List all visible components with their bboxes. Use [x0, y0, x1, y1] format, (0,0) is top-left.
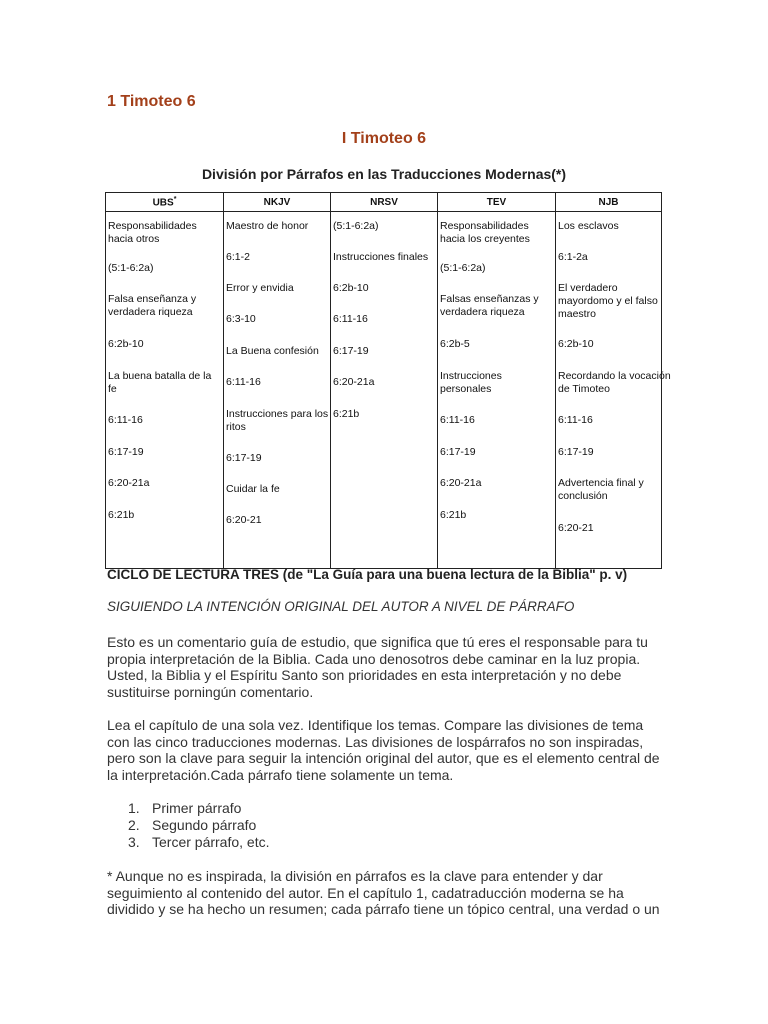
table-cell: 6:1-2 — [226, 251, 250, 263]
table-cell: 6:17-19 — [333, 345, 369, 357]
table-cell: 6:2b-10 — [558, 338, 594, 350]
table-cell: 6:21b — [333, 408, 360, 420]
table-cell: 6:20-21 — [558, 522, 594, 534]
table-cell: 6:11-16 — [333, 313, 368, 325]
table-cell: La Buena confesión — [226, 345, 319, 357]
column-njb — [556, 212, 671, 569]
paragraph-intro: Esto es un comentario guía de estudio, que significa que tú eres el responsable para tu propia interpretación de la Biblia. Cada uno denosotros debe caminar en la luz propia. Usted, la Biblia y el Espíritu Santo son prioridades en esta interpretación y no debe sustituirse porningún comentario. — [107, 634, 648, 700]
italic-heading: SIGUIENDO LA INTENCIÓN ORIGINAL DEL AUTOR A NIVEL DE PÁRRAFO — [107, 599, 575, 614]
paragraph-footnote: * Aunque no es inspirada, la división en párrafos es la clave para entender y dar seguimiento al contenido del autor. En el capítulo 1, cadatraducción moderna se ha dividido y se ha hecho un resumen; cada párrafo tiene un tópico central, una verdad o un — [107, 868, 660, 917]
table-cell: 6:2b-10 — [108, 338, 144, 350]
table-cell: El verdadero mayordomo y el falso maestro — [558, 282, 658, 320]
table-cell: 6:2b-5 — [440, 338, 470, 350]
table-cell: Falsa enseñanza y verdadera riqueza — [108, 293, 197, 318]
table-cell: 6:17-19 — [226, 452, 262, 464]
table-cell: 6:20-21a — [333, 376, 375, 388]
paragraph-instructions: Lea el capítulo de una sola vez. Identifique los temas. Compare las divisiones de tema con las cinco traducciones modernas. Las divisiones de lospárrafos no son inspiradas, pero son la clave para seguir la intención original del autor, que es el elemento central de la interpretación.Cada párrafo tiene solamente un tema. — [107, 717, 660, 783]
table-row — [106, 212, 662, 569]
table-cell: 6:11-16 — [108, 414, 143, 426]
table-header-row — [106, 193, 662, 212]
column-header-njb: NJB — [556, 193, 662, 212]
table-cell: Error y envidia — [226, 282, 294, 294]
table-cell: 6:20-21a — [108, 477, 150, 489]
section-heading: CICLO DE LECTURA TRES (de "La Guía para una buena lectura de la Biblia" p. v) — [107, 567, 628, 582]
page-heading: 1 Timoteo 6 — [107, 93, 196, 110]
chapter-title: I Timoteo 6 — [341, 130, 427, 147]
column-header-ubs: UBS* — [106, 193, 224, 212]
column-header-nrsv: NRSV — [331, 193, 438, 212]
table-cell: Cuidar la fe — [226, 483, 280, 495]
table-cell: 6:20-21 — [226, 514, 262, 526]
table-cell: Falsas enseñanzas y verdadera riqueza — [440, 293, 539, 318]
column-ubs — [106, 212, 224, 569]
table-cell: Instrucciones personales — [440, 370, 502, 395]
list-item: 1. Primer párrafo — [128, 800, 242, 816]
table-cell: Instrucciones finales — [333, 251, 429, 263]
table-cell: 6:17-19 — [440, 446, 476, 458]
table-cell: 6:20-21a — [440, 477, 482, 489]
table-cell: 6:11-16 — [440, 414, 475, 426]
table-cell: Maestro de honor — [226, 220, 309, 232]
table-cell: Responsabilidades hacia otros — [108, 220, 197, 245]
column-header-nkjv: NKJV — [224, 193, 331, 212]
list-item: 3. Tercer párrafo, etc. — [128, 834, 270, 850]
table-cell: (5:1-6:2a) — [333, 220, 379, 232]
table-cell: Recordando la vocación de Timoteo — [558, 370, 671, 395]
paragraph-division-table — [105, 192, 671, 569]
table-cell: 6:3-10 — [226, 313, 256, 325]
table-cell: 6:21b — [108, 509, 135, 521]
table-cell: Instrucciones para los ritos — [226, 408, 329, 433]
table-subtitle: División por Párrafos en las Traducciones Modernas(*) — [201, 166, 567, 182]
table-cell: 6:17-19 — [558, 446, 594, 458]
column-header-tev: TEV — [438, 193, 556, 212]
list-item: 2. Segundo párrafo — [128, 817, 257, 833]
footnote-mark: * — [173, 195, 177, 203]
table-cell: La buena batalla de la fe — [108, 370, 212, 395]
column-nkjv — [224, 212, 331, 569]
table-cell: 6:21b — [440, 509, 467, 521]
table-cell: 6:17-19 — [108, 446, 144, 458]
table-cell: (5:1-6:2a) — [108, 262, 154, 274]
table-cell: 6:1-2a — [558, 251, 588, 263]
table-cell: (5:1-6:2a) — [440, 262, 486, 274]
column-tev — [438, 212, 556, 569]
table-cell: 6:11-16 — [558, 414, 593, 426]
table-cell: Responsabilidades hacia los creyentes — [440, 220, 530, 245]
table-cell: 6:2b-10 — [333, 282, 369, 294]
table-cell: Los esclavos — [558, 220, 619, 232]
column-nrsv — [331, 212, 438, 569]
table-cell: Advertencia final y conclusión — [558, 477, 644, 502]
numbered-list — [128, 800, 270, 851]
table-cell: 6:11-16 — [226, 376, 261, 388]
